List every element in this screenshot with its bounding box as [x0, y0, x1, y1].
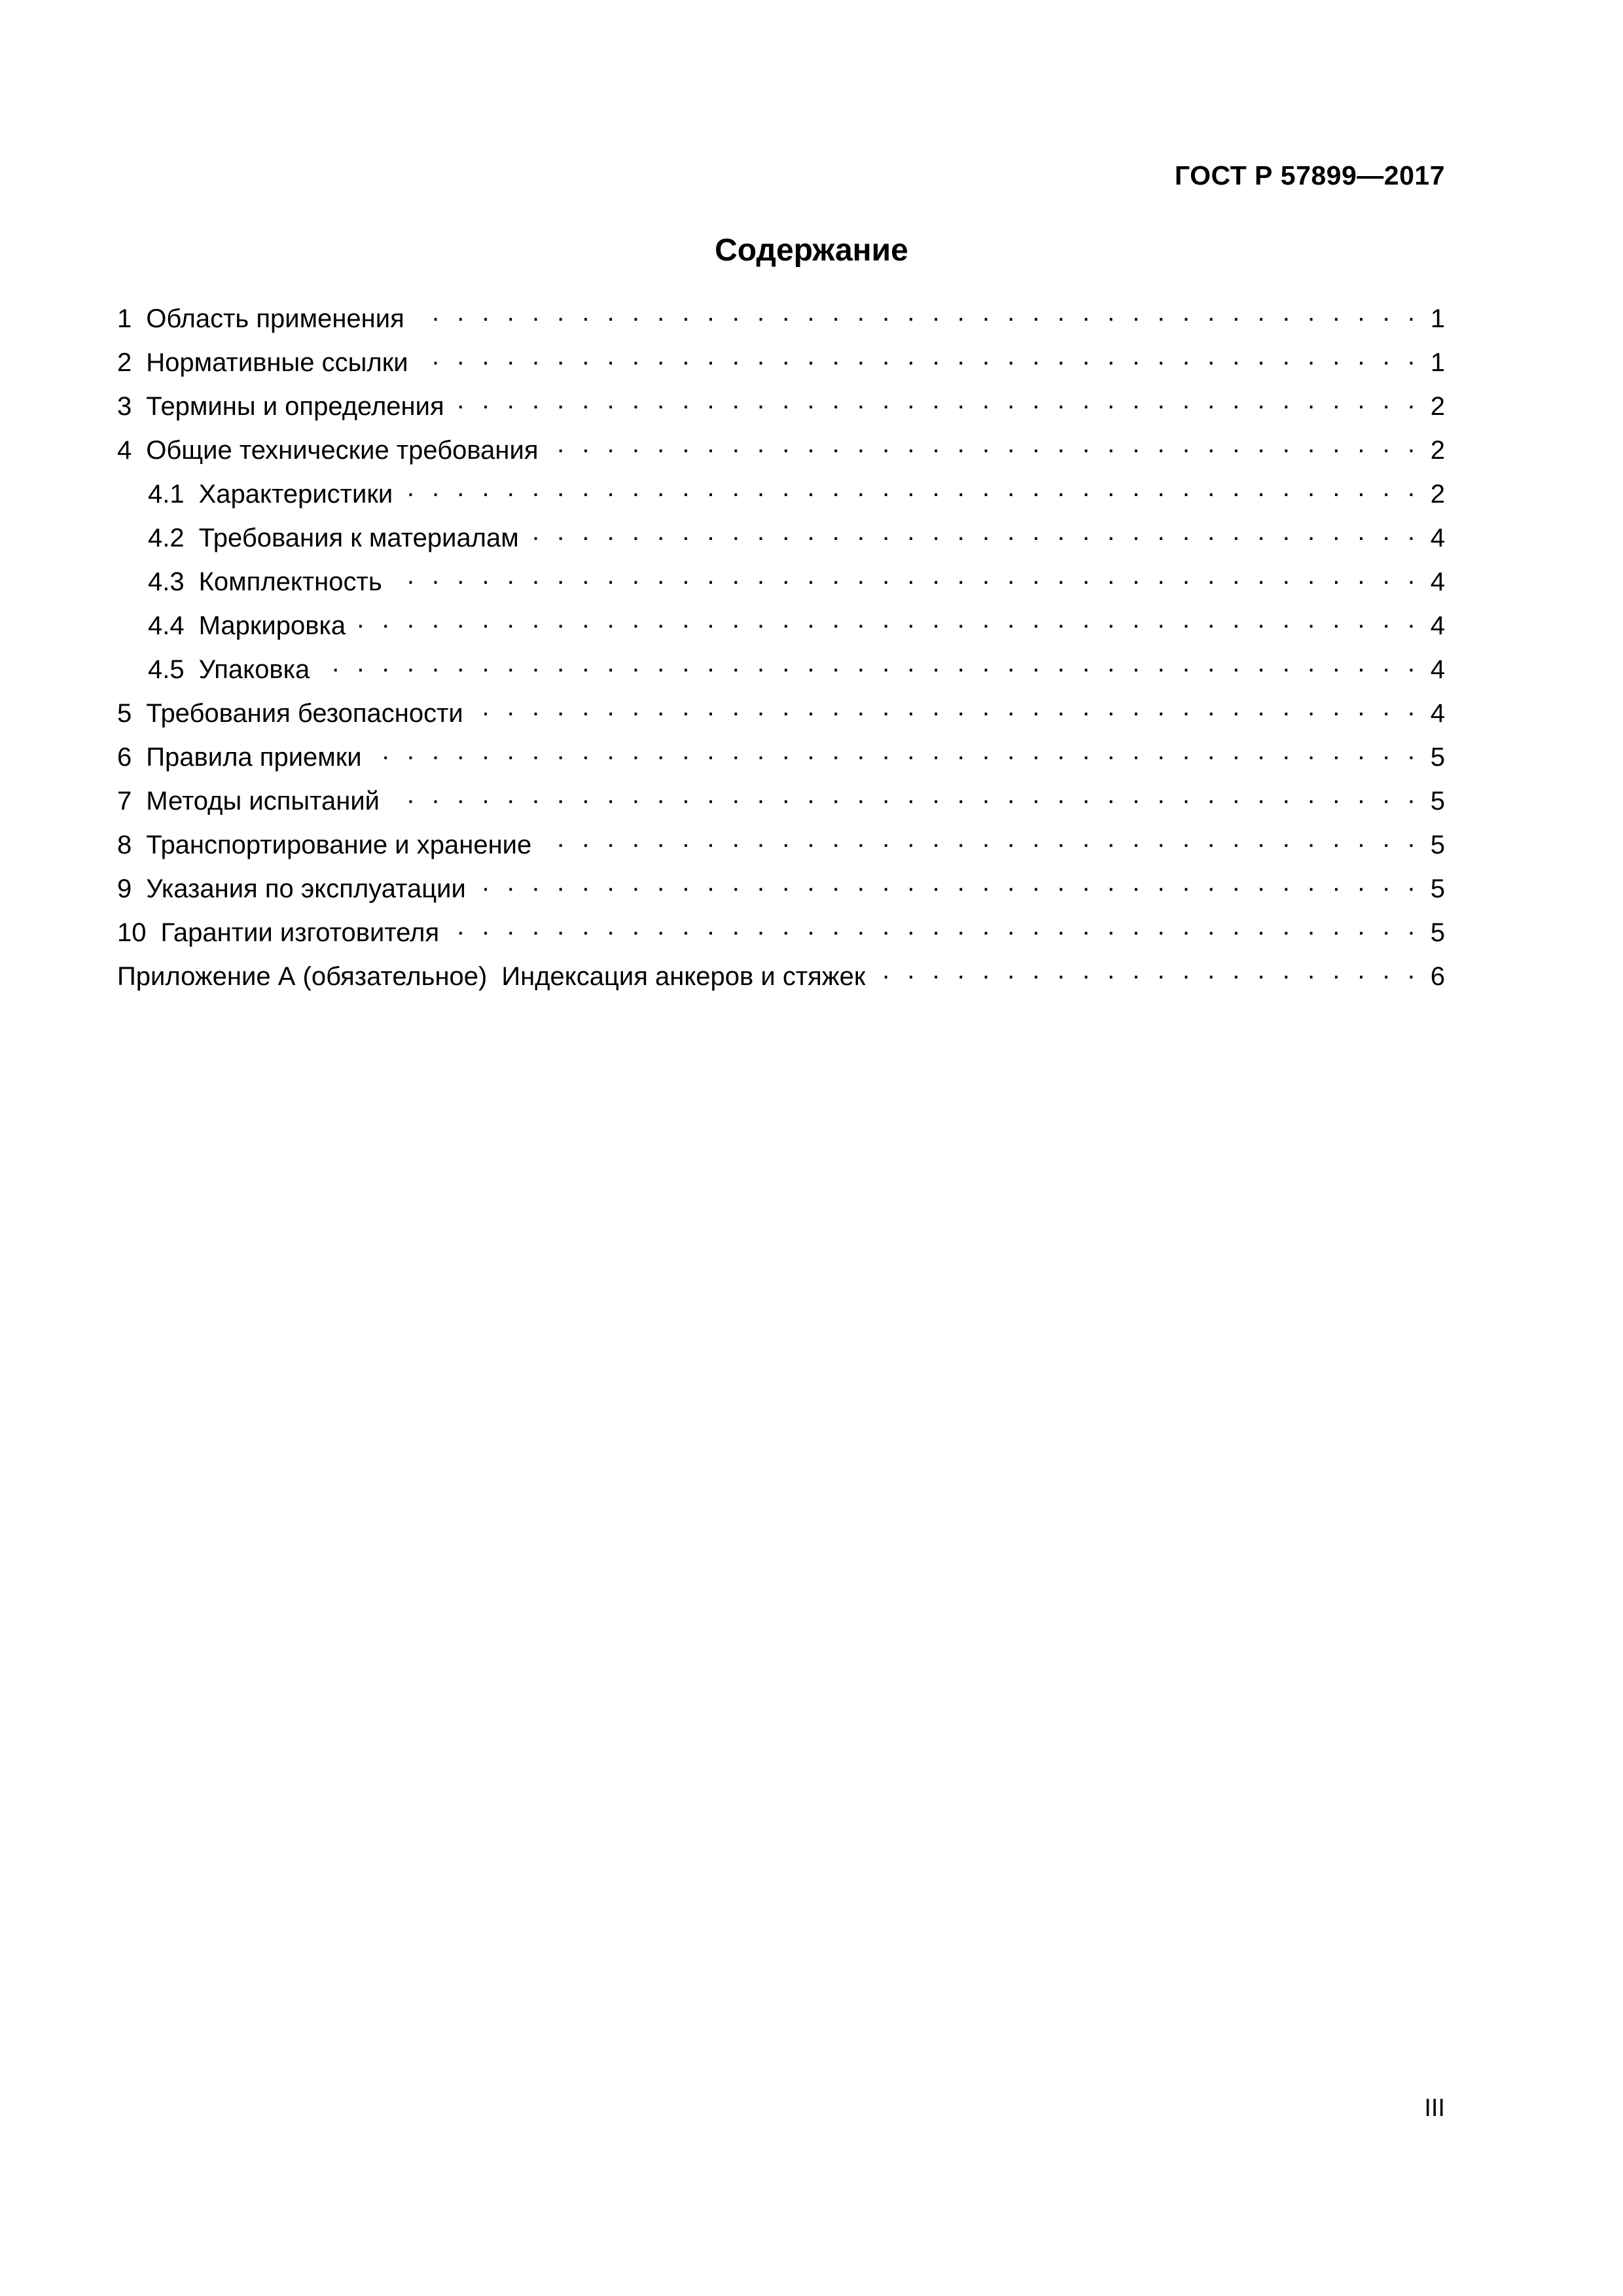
toc-leader-dots: [473, 696, 1420, 722]
toc-entry-page: 1: [1430, 304, 1445, 333]
toc-entry-number: 4.1: [148, 480, 185, 509]
toc-leader-dots: [475, 871, 1420, 897]
toc-entry-number: 4.3: [148, 567, 185, 596]
toc-entry-label: Область применения: [146, 304, 404, 333]
toc-leader-dots: [319, 652, 1420, 678]
toc-entry-page: 5: [1430, 918, 1445, 947]
toc-entry-7[interactable]: [117, 783, 1445, 827]
toc-entry-4-4[interactable]: [117, 608, 1445, 652]
toc-entry-4[interactable]: [117, 433, 1445, 476]
toc-leader-dots: [548, 433, 1420, 459]
toc-entry-page: 4: [1430, 567, 1445, 596]
toc-entry-label: Транспортирование и хранение: [146, 831, 532, 859]
toc-entry-page: 5: [1430, 787, 1445, 816]
toc-entry-page: 6: [1430, 962, 1445, 991]
toc-entry-number: 4.5: [148, 655, 185, 684]
toc-entry-number: 1: [117, 304, 132, 333]
toc-entry-9[interactable]: [117, 871, 1445, 915]
toc-leader-dots: [454, 389, 1420, 415]
toc-entry-label: Методы испытаний: [146, 787, 380, 816]
toc-entry-label: Нормативные ссылки: [146, 348, 408, 377]
toc-entry-page: 4: [1430, 655, 1445, 684]
toc-entry-label: Термины и определения: [146, 392, 444, 421]
toc-entry-label: Индексация анкеров и стяжек: [501, 962, 866, 991]
toc-entry-number: 6: [117, 743, 132, 772]
toc-entry-number: 7: [117, 787, 132, 816]
toc-leader-dots: [528, 520, 1420, 547]
toc-leader-dots: [371, 740, 1420, 766]
toc-entry-label: Маркировка: [198, 611, 346, 640]
toc-entry-number: 10: [117, 918, 147, 947]
toc-entry-number: 3: [117, 392, 132, 421]
toc-entry-number: 9: [117, 874, 132, 903]
toc-leader-dots: [448, 915, 1420, 941]
toc-leader-dots: [874, 959, 1420, 985]
toc-entry-page: 2: [1430, 480, 1445, 509]
toc-entry-page: 5: [1430, 743, 1445, 772]
toc-entry-label: Гарантии изготовителя: [160, 918, 440, 947]
toc-entry-number: 2: [117, 348, 132, 377]
toc-entry-page: 4: [1430, 524, 1445, 552]
toc-entry-label: Правила приемки: [146, 743, 362, 772]
toc-entry-number: 4: [117, 436, 132, 465]
toc-entry-number: 4.2: [148, 524, 185, 552]
toc-leader-dots: [414, 301, 1420, 327]
toc-entry-8[interactable]: [117, 827, 1445, 871]
toc-entry-label: Указания по эксплуатации: [146, 874, 466, 903]
toc-entry-page: 5: [1430, 831, 1445, 859]
page-number: III: [1424, 2094, 1445, 2122]
toc-entry-number: Приложение А (обязательное): [117, 962, 488, 991]
toc-entry-page: 4: [1430, 699, 1445, 728]
toc-entry-1[interactable]: [117, 301, 1445, 345]
toc-leader-dots: [402, 476, 1420, 503]
toc-entry-page: 2: [1430, 392, 1445, 421]
toc-leader-dots: [389, 783, 1420, 810]
toc-leader-dots: [355, 608, 1420, 634]
toc-leader-dots: [391, 564, 1420, 590]
document-code: ГОСТ Р 57899—2017: [1174, 160, 1445, 190]
toc-entry-page: 5: [1430, 874, 1445, 903]
toc-entry-4-3[interactable]: [117, 564, 1445, 608]
toc-entry-label: Характеристики: [198, 480, 393, 509]
toc-entry-label: Упаковка: [198, 655, 310, 684]
toc-entry-4-2[interactable]: [117, 520, 1445, 564]
toc-entry-number: 5: [117, 699, 132, 728]
table-of-contents: [117, 301, 1445, 1003]
toc-leader-dots: [418, 345, 1420, 371]
toc-entry-label: Требования безопасности: [146, 699, 463, 728]
toc-leader-dots: [541, 827, 1420, 853]
toc-entry-5[interactable]: [117, 696, 1445, 740]
toc-entry-page: 2: [1430, 436, 1445, 465]
toc-entry-2[interactable]: [117, 345, 1445, 389]
toc-entry-appendix-a[interactable]: [117, 959, 1445, 1003]
toc-entry-label: Требования к материалам: [198, 524, 519, 552]
toc-entry-10[interactable]: [117, 915, 1445, 959]
toc-title: Содержание: [715, 233, 908, 268]
toc-entry-label: Комплектность: [198, 567, 382, 596]
toc-entry-page: 4: [1430, 611, 1445, 640]
toc-entry-number: 8: [117, 831, 132, 859]
toc-entry-4-1[interactable]: [117, 476, 1445, 520]
toc-entry-6[interactable]: [117, 740, 1445, 783]
toc-entry-3[interactable]: [117, 389, 1445, 433]
toc-entry-page: 1: [1430, 348, 1445, 377]
toc-entry-label: Общие технические требования: [146, 436, 539, 465]
toc-entry-number: 4.4: [148, 611, 185, 640]
toc-entry-4-5[interactable]: [117, 652, 1445, 696]
